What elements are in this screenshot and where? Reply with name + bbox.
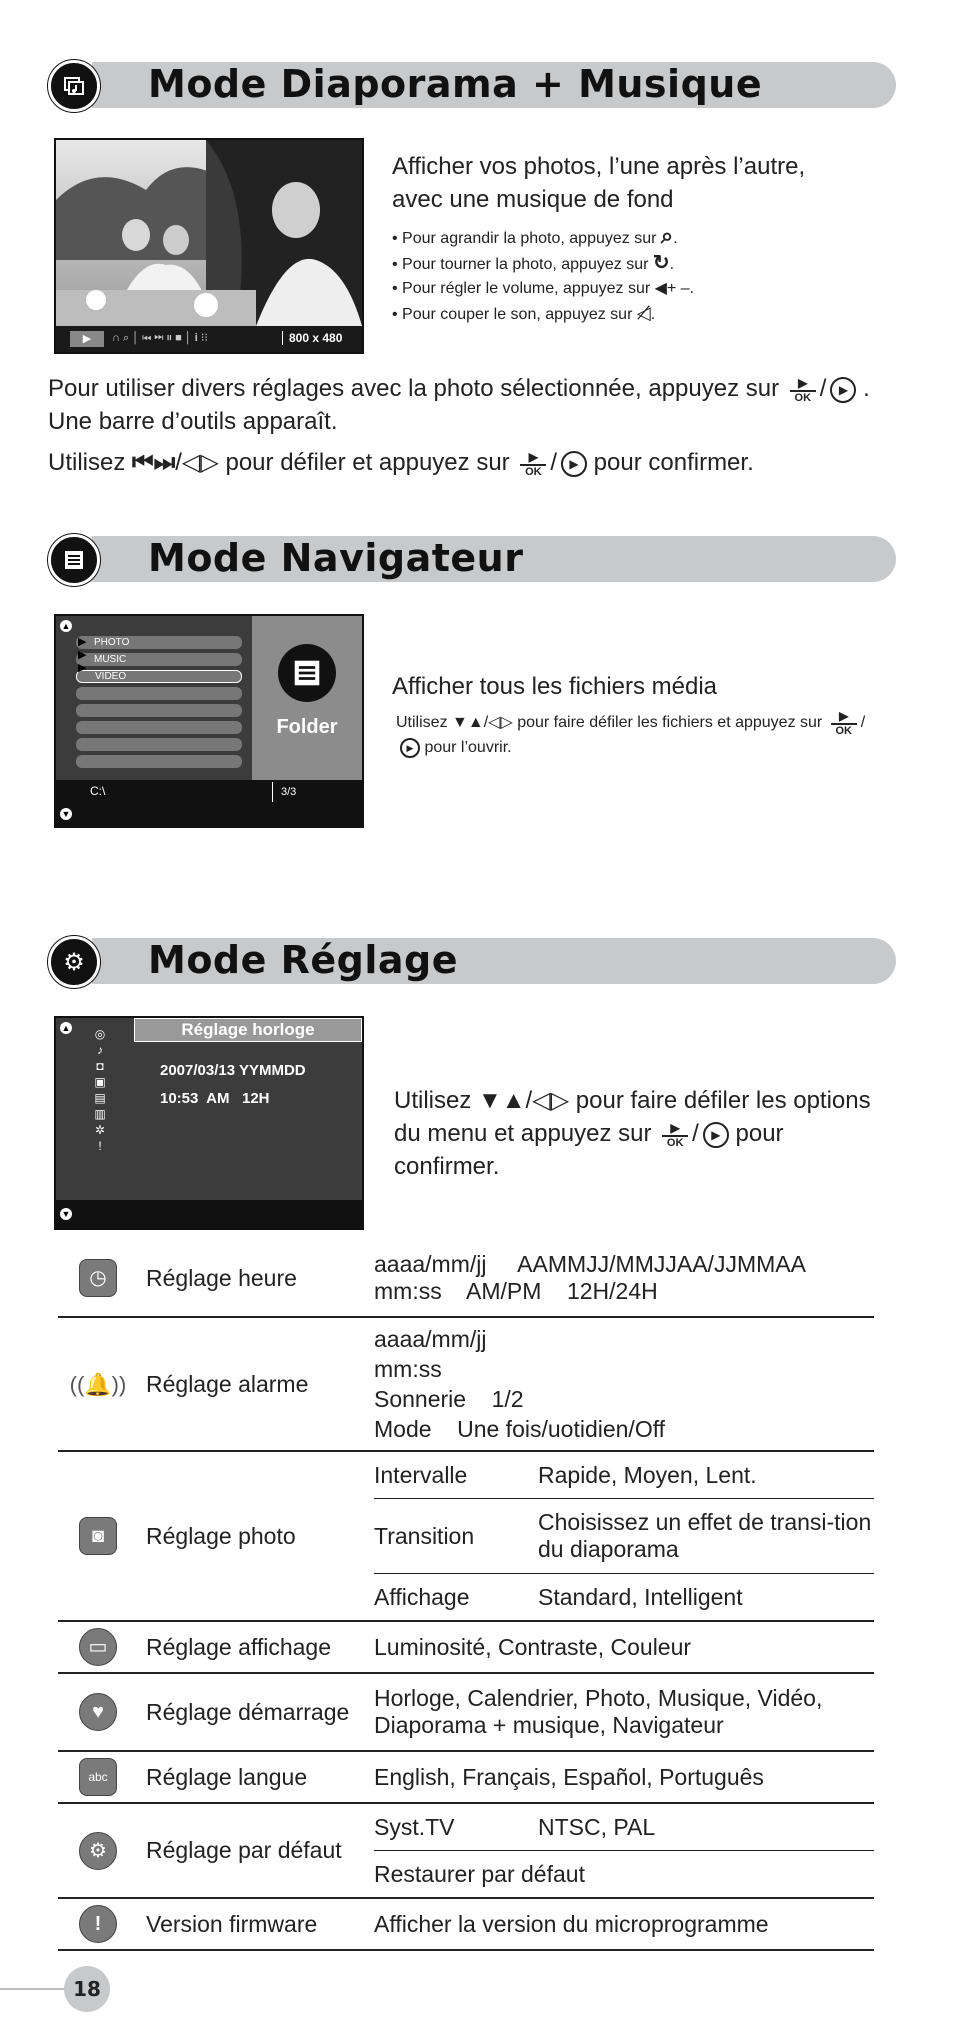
page-number: 18 bbox=[64, 1966, 110, 2012]
play-circle-icon: ▶ bbox=[400, 738, 420, 758]
setting-value: Luminosité, Contraste, Couleur bbox=[374, 1621, 874, 1673]
language-book-icon: abc bbox=[79, 1758, 117, 1796]
screen-date: 2007/03/13 YYMMDD bbox=[160, 1062, 306, 1079]
default-icon[interactable]: ✲ bbox=[94, 1123, 106, 1137]
display-icon: ▭ bbox=[79, 1628, 117, 1666]
clock-icon: ◷ bbox=[79, 1259, 117, 1297]
diaporama-intro: Afficher vos photos, l’une après l’autre, avec une musique de fond bbox=[392, 153, 806, 213]
setting-name: Réglage affichage bbox=[138, 1621, 374, 1673]
navigator-intro: Afficher tous les fichiers média bbox=[392, 673, 718, 700]
bullet-rotate: • Pour tourner la photo, appuyez sur ↻. bbox=[392, 252, 675, 274]
screen-title: Réglage horloge bbox=[134, 1018, 362, 1042]
folder-label: Folder bbox=[276, 716, 338, 738]
screen-time: 10:53 AM 12H bbox=[160, 1090, 270, 1107]
setting-value: Horloge, Calendrier, Photo, Musique, Vidéo, Diaporama + musique, Navigateur bbox=[374, 1673, 874, 1751]
setting-name: Réglage photo bbox=[138, 1451, 374, 1621]
settings-screen bbox=[54, 1016, 364, 1230]
play-icon[interactable]: ▶ bbox=[70, 331, 104, 347]
ok-play-icon: ▶ OK bbox=[790, 377, 816, 403]
setting-name: Version firmware bbox=[138, 1898, 374, 1950]
bullet-volume: • Pour régler le volume, appuyez sur ◀+ –. bbox=[392, 280, 695, 297]
down-icon[interactable]: ▼ bbox=[61, 809, 71, 819]
settings-gears-icon: ⚙ bbox=[48, 936, 100, 988]
section-header-diaporama bbox=[48, 56, 896, 112]
sub-setting-value: Choisissez un effet de transi-tion du diaporama bbox=[538, 1499, 874, 1574]
rotate-zoom-icons[interactable]: ∩ ⌕ │ ⏮ ⏭ ⏸ ■ │ i ⁝⁝ bbox=[112, 332, 208, 344]
ok-play-icon: ▶ OK bbox=[520, 451, 546, 477]
startup-heart-icon: ♥ bbox=[79, 1693, 117, 1731]
setting-name: Réglage démarrage bbox=[138, 1673, 374, 1751]
list-item-selected[interactable]: VIDEO bbox=[76, 670, 242, 683]
sub-setting-value: Rapide, Moyen, Lent. bbox=[538, 1451, 874, 1499]
skip-prev-next-icon: ⏮⏭ bbox=[132, 449, 176, 476]
left-right-arrows-icon: ◁▷ bbox=[532, 1087, 570, 1114]
list-item-empty bbox=[76, 721, 242, 734]
bullet-mute: • Pour couper le son, appuyez sur ◁̸. bbox=[392, 303, 656, 323]
sub-setting-name: Transition bbox=[374, 1499, 538, 1574]
setting-value: Afficher la version du microprogramme bbox=[374, 1898, 874, 1950]
diaporama-paragraph-2: Utilisez ⏮⏭/◁▷ pour défiler et appuyez sur ▶ OK / ▶ pour confirmer. bbox=[48, 449, 754, 478]
section-header-navigateur bbox=[48, 530, 896, 586]
sub-setting-value: Restaurer par défaut bbox=[374, 1851, 874, 1899]
list-item[interactable]: PHOTO bbox=[76, 636, 242, 649]
slideshow-photo bbox=[56, 140, 362, 326]
info-icon[interactable]: ! bbox=[98, 1139, 102, 1153]
table-row bbox=[58, 1240, 874, 1317]
volume-icon: ◀ bbox=[654, 280, 667, 297]
setting-value: English, Français, Español, Português bbox=[374, 1751, 874, 1803]
slideshow-screen bbox=[54, 138, 364, 354]
navigator-description: Utilisez ▼▲/◁▷ pour faire défiler les fichiers et appuyez sur ▶ OK /▶ pour l’ouvrir. bbox=[396, 709, 866, 756]
table-row bbox=[58, 1898, 874, 1950]
settings-description: Utilisez ▼▲/◁▷ pour faire défiler les options du menu et appuyez sur ▶ OK / ▶ pour confirmer. bbox=[394, 1087, 871, 1180]
display-icon[interactable]: ▣ bbox=[94, 1075, 106, 1089]
left-right-arrows-icon: ◁▷ bbox=[181, 449, 219, 476]
list-item-empty bbox=[76, 738, 242, 751]
diaporama-bullets bbox=[392, 224, 862, 327]
navigator-screen bbox=[54, 614, 364, 828]
list-item-empty bbox=[76, 687, 242, 700]
page-counter: 3/3 bbox=[272, 782, 296, 802]
slideshow-music-icon bbox=[48, 60, 100, 112]
sub-setting-name: Affichage bbox=[374, 1574, 538, 1622]
alarm-icon[interactable]: ♪ bbox=[97, 1043, 103, 1057]
folder-panel bbox=[252, 616, 362, 780]
down-icon[interactable]: ▼ bbox=[61, 1209, 71, 1219]
up-icon[interactable]: ▲ bbox=[61, 1023, 71, 1033]
play-circle-icon: ▶ bbox=[561, 451, 587, 477]
sub-setting-name: Intervalle bbox=[374, 1451, 538, 1499]
section-header-reglage bbox=[48, 932, 896, 988]
play-arrows: ▶ ▶ ▶ bbox=[78, 636, 87, 674]
setting-name: Réglage heure bbox=[138, 1240, 374, 1317]
zoom-icon: ⌕ bbox=[660, 223, 674, 248]
startup-icon[interactable]: ▤ bbox=[94, 1091, 106, 1105]
setting-name: Réglage par défaut bbox=[138, 1803, 374, 1898]
rotate-icon: ↻ bbox=[652, 252, 670, 274]
play-circle-icon: ▶ bbox=[830, 377, 856, 403]
file-list bbox=[56, 616, 252, 780]
setting-value: aaaa/mm/jj mm:ss Sonnerie 1/2 Mode Une fois/uotidien/Off bbox=[374, 1317, 874, 1451]
table-row bbox=[58, 1451, 874, 1499]
settings-icon-column bbox=[92, 1026, 108, 1154]
settings-status-bar bbox=[56, 1200, 362, 1228]
left-right-arrows-icon: ◁▷ bbox=[488, 714, 513, 732]
setting-name: Réglage alarme bbox=[138, 1317, 374, 1451]
table-row bbox=[58, 1621, 874, 1673]
list-item[interactable]: MUSIC bbox=[76, 653, 242, 666]
ok-play-icon: ▶ OK bbox=[662, 1122, 688, 1148]
footer-line bbox=[0, 1988, 70, 1990]
section-title: Mode Réglage bbox=[148, 938, 458, 982]
camera-icon[interactable]: ◘ bbox=[96, 1059, 104, 1073]
sub-setting-name: Syst.TV bbox=[374, 1803, 538, 1851]
navigator-status-bar bbox=[56, 780, 362, 826]
folder-list-icon bbox=[278, 644, 336, 702]
slideshow-toolbar bbox=[56, 326, 362, 352]
clock-icon[interactable]: ◎ bbox=[94, 1027, 106, 1041]
list-item-empty bbox=[76, 704, 242, 717]
settings-table bbox=[58, 1240, 874, 1951]
sub-setting-value: NTSC, PAL bbox=[538, 1803, 874, 1851]
default-reset-gear-icon: ⚙ bbox=[79, 1832, 117, 1870]
ok-play-icon: ▶ OK bbox=[831, 710, 857, 736]
setting-value: aaaa/mm/jj AAMMJJ/MMJJAA/JJMMAA mm:ss AM/PM 12H/24H bbox=[374, 1240, 874, 1317]
path-label: C:\ bbox=[90, 784, 106, 798]
setting-name: Réglage langue bbox=[138, 1751, 374, 1803]
bullet-zoom: • Pour agrandir la photo, appuyez sur ⌕. bbox=[392, 223, 678, 248]
alarm-bell-icon: ((🔔)) bbox=[69, 1371, 127, 1397]
table-row bbox=[58, 1673, 874, 1751]
camera-icon: ◙ bbox=[79, 1517, 117, 1555]
table-row bbox=[58, 1803, 874, 1851]
mute-icon: ◁̸ bbox=[636, 303, 651, 323]
list-item-empty bbox=[76, 755, 242, 768]
up-icon[interactable]: ▲ bbox=[61, 621, 71, 631]
play-circle-icon: ▶ bbox=[703, 1122, 729, 1148]
language-icon[interactable]: ▥ bbox=[94, 1107, 106, 1121]
section-title: Mode Diaporama + Musique bbox=[148, 62, 763, 106]
diaporama-paragraph-1: Pour utiliser divers réglages avec la photo sélectionnée, appuyez sur ▶ OK / ▶ . Une barre d’outils apparaît. bbox=[48, 375, 870, 435]
down-up-arrows-icon: ▼▲ bbox=[452, 714, 484, 732]
list-icon bbox=[48, 534, 100, 586]
table-row bbox=[58, 1751, 874, 1803]
table-row bbox=[58, 1317, 874, 1451]
down-up-arrows-icon: ▼▲ bbox=[478, 1087, 526, 1114]
exclamation-icon: ! bbox=[79, 1905, 117, 1943]
resolution-label: 800 x 480 bbox=[282, 331, 342, 345]
section-title: Mode Navigateur bbox=[148, 536, 524, 580]
sub-setting-value: Standard, Intelligent bbox=[538, 1574, 874, 1622]
